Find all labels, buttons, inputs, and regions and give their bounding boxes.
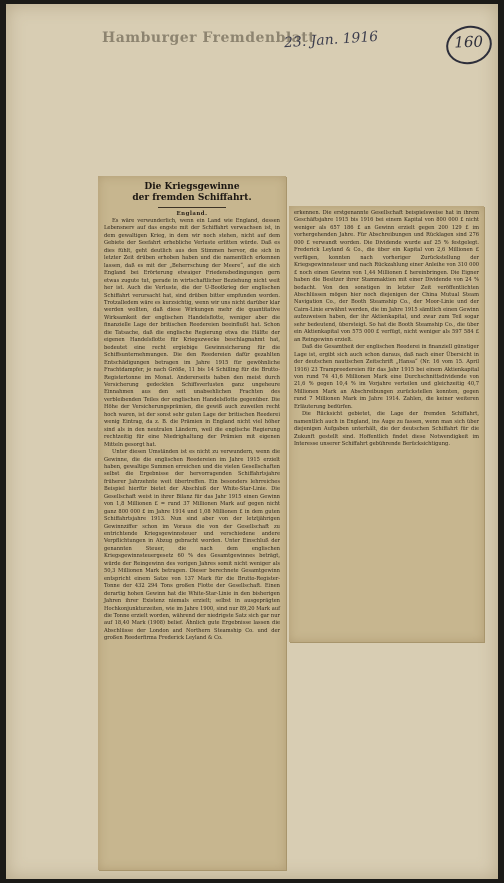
paragraph: Unter diesen Umständen ist es nicht zu verwundern, wenn die Gewinne, die die englischen Reedereien im Jahre 1915 erzielt haben, gewaltige Summen erreichen und die vielen Gesellschaften selbst die Ergebnisse der hervorragenden Schiffahrtsjahre früherer Jahrzehnte weit übertreffen. Ein besonders lehrreiches Beispiel hierfür bietet der Abschluß der White-Star-Linie. Die Gesellschaft weist in ihrer Bilanz für das Jahr 1915 einen Gewinn von 1,8 Millionen £ = rund 37 Millionen Mark auf gegen nicht ganz 800 000 £ im Jahre 1914 und 1,08 Millionen £ in dem guten Schiffahrtsjahre 1913. Nun sind aber von der letztjährigen Gewinnziffer schon im Voraus die von der Gesellschaft zu entrichtende Kriegsgewinnsteuer und verschiedene andere Verpflichtungen in Abzug gebracht worden. Unter Einschluß der genannten Steuer, die nach dem englischen Kriegsgewinnsteuergesetz 60 % des Gesamtgewinnes beträgt, würde der Reingewinn des vorigen Jahres somit nicht weniger als 50,3 Millionen Mark betragen. Dieser berechnete Gesamtgewinn entspricht einem Satze von 137 Mark für die Brutto-Register-Tonne der 432 294 Tons großen Flotte der Gesellschaft. Einen derartig hohen Gewinn hat die White-Star-Linie in den bisherigen Jahren ihrer Existenz niemals erzielt; selbst in ausgeprägten Hochkonjunkturzeiten, wie im Jahre 1900, sind nur 89,20 Mark auf die Tonne erzielt worden, während der niedrigste Satz sich gar nur auf 18,40 Mark (1908) belief. Ähnlich gute Ergebnisse lassen die Abschlüsse der London and Northern Steamship Co. und der großen Reederfirma Frederick Leyland & Co. (104, 449, 280, 642)
article-title-line2: der fremden Schiffahrt. (132, 193, 252, 203)
page-number-circle (443, 22, 496, 69)
paragraph: Die Rücksicht gebietet, die Lage der fremden Schiffahrt, namentlich auch in England, ins Auge zu fassen, wenn man sich über diejenigen Aufgaben unterhält, die der deutschen Schiffahrt für die Zukunft gestellt sind. Hoffentlich findet diese Notwendigkeit im Interesse unserer Schiffahrt gebührende Berücksichtigung. (294, 411, 479, 448)
article-dateline: England. (176, 211, 208, 217)
right-column-text (294, 210, 479, 449)
article-title-line1: Die Kriegsgewinne (144, 182, 240, 192)
clipping-right-column (289, 206, 484, 642)
clipping-left-column (98, 176, 286, 870)
paragraph: Es wäre verwunderlich, wenn ein Land wie England, dessen Lebensnerv auf das engste mit der Schiffahrt verwachsen ist, in dem gewaltigen Krieg, in dem wir noch stehen, nicht auf dem Gebiete der Seefahrt erhebliche Verluste erlitten würde. Daß es dies fühlt, geht deutlich aus den Stimmen hervor, die sich in letzter Zeit drüben erhoben haben und die namentlich erkennen lassen, daß es mit der „Beherrschung der Meere“, auf die sich England bei Erörterung etwaiger Friedensbedingungen gern etwas zugute tut, gerade in wirtschaftlicher Beziehung nicht weit her ist. Auch die Verluste, die der U-Bootkrieg der englischen Schiffahrt verursacht hat, sind drüben bitter empfunden worden. Trotzalledem wäre es kurzsichtig, wenn wir uns nicht darüber klar werden wollten, daß diese Wirkungen mehr die quantitative Wirksamkeit der englischen Handelsflotte, weniger aber die finanzielle Lage der britischen Reedereien beeinflußt hat. Schon die Tatsache, daß die englische Regierung etwa die Hälfte der eigenen Handelsflotte für Kriegszwecke beschlagnahmt hat, bedeutet eine recht ergiebige Gewinnsicherung für die Schiffsunternehmungen. Die den Reedereien dafür gezahlten Entschädigungen betragen im Jahre 1915 für gewöhnliche Frachtdampfer, je nach Größe, 11 bis 14 Schilling für die Brutto-Registertonne im Monat. Andererseits haben den meist durch Versicherung gedeckten Schiffsverlusten ganz ungeheure Einnahmen aus den seit unabsehlichen Frachten des verbleibenden Teiles der englischen Handelsflotte gegenüber. Die Höhe der Versicherungsprämien, die gewiß auch zuweilen recht hoch waren, ist der sonst sehr guten Lage der britischen Reederei wenig Eintrag, da z. B. die Prämien in England nicht viel höher sind als in den neutralen Ländern, weil die englische Regierung rechtzeitig für eine Niedrighaltung der Prämien mit eigenen Mitteln gesorgt hat. (104, 218, 280, 448)
handwritten-date: 23. Jan. 1916 (283, 28, 379, 52)
paragraph: erkennen. Die erstgenannte Gesellschaft beispielsweise hat in ihrem Geschäftsjahre 1915 bis 1916 bei einem Kapital von 800 000 £ nicht weniger als 657 186 £ an Gewinn erzielt gegen 200 129 £ im vorhergehenden Jahre. Für Abschreibungen und Rücklagen sind 276 000 £ verwandt worden. Die Dividende wurde auf 25 % festgelegt. Frederick Leyland & Co., die über ein Kapital von 2,6 Millionen £ verfügen, konnten nach vorheriger Zurückstellung der Kriegsgewinnsteuer und nach Rückzahlung einer Anleihe von 310 000 £ noch einen Gewinn von 1,44 Millionen £ hereinbringen. Die Eigner haben die Besitzer ihrer Stammaktien mit einer Dividende von 24 % bedacht. Von den sonstigen in letzter Zeit veröffentlichten Abschlüssen mögen hier noch diejenigen der China Mutual Steam Navigation Co., der Booth Steamship Co., der Moor-Linie und der Cairn-Linie erwähnt werden, die im Jahre 1915 sämtlich einen Gewinn aufzuweisen haben, der ihr Aktienkapital, und zwar zum Teil sogar sehr bedeutend, übersteigt. So hat die Booth Steamship Co., die über ein Aktienkapital von 575 000 £ verfügt, nicht weniger als 597 584 £ an Reingewinn erzielt. (294, 210, 479, 343)
archive-sheet (6, 4, 498, 879)
paragraph: Daß die Gesamtheit der englischen Reederei in finanziell günstiger Lage ist, ergibt sich auch schon daraus, daß nach einer Übersicht in der deutschen nautischen Zeitschrift „Hansa“ (Nr. 16 vom 15. April 1916) 23 Trampreedereien für das Jahr 1915 bei einem Aktienkapital von rund 74 41,6 Millionen Mark eine Durchschnittsdividende von 21,6 % gegen 10,4 % im Vorjahre verteilen und gleichzeitig 40,7 Millionen Mark an Abschreibungen zurückstellen konnten, gegen rund 7 Millionen Mark im Jahre 1914. Zahlen, die keiner weiteren Erläuterung bedürfen. (294, 344, 479, 410)
article-title (102, 182, 282, 204)
page-number: 160 (454, 32, 484, 52)
newspaper-stamp: Hamburger Fremdenblatt (102, 30, 316, 46)
left-column-text (104, 218, 280, 643)
title-rule (158, 207, 226, 208)
